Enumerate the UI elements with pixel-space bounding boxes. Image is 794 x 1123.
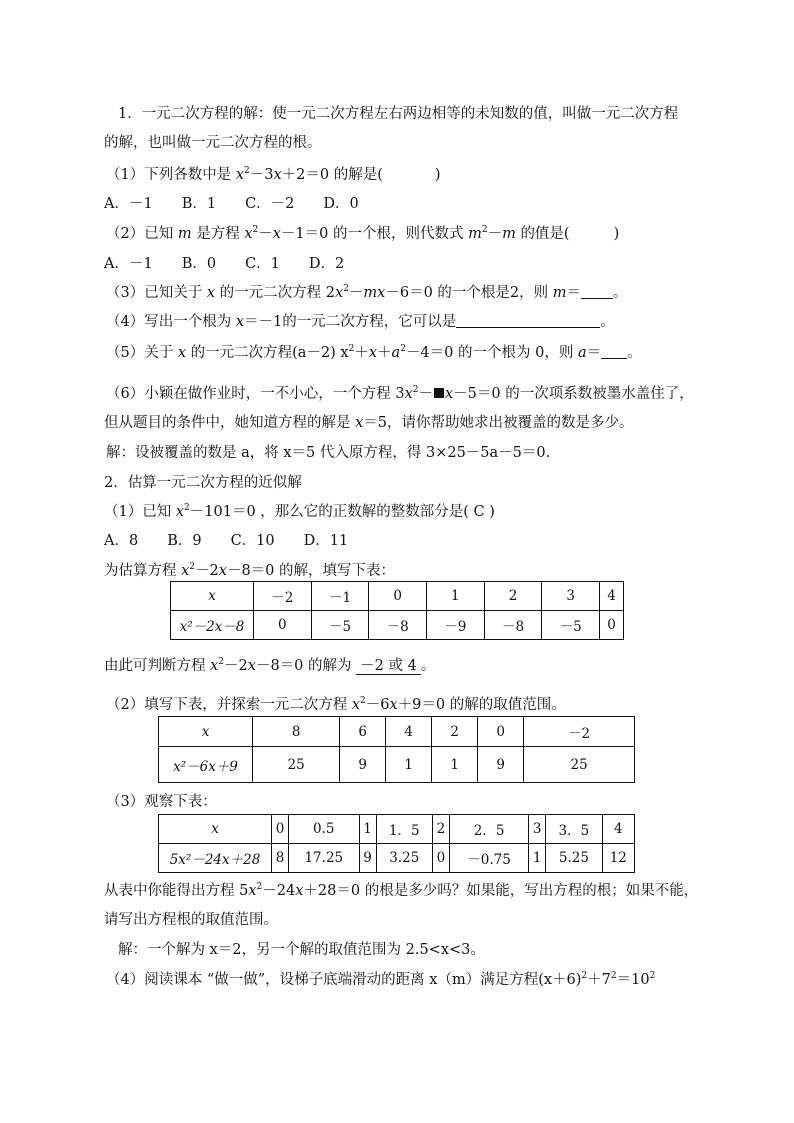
ink-blot-icon [434,388,444,398]
question-1-1-options: A．－1 B．1 C．－2 D．0 [104,196,359,212]
table-header-x: x [208,588,216,604]
table-1-intro: 为估算方程 $x^2-2x-8=0$ 的解，填写下表： [104,562,396,579]
table-cell: 12 [602,844,634,873]
table-header-x: x [201,723,210,740]
table-cell: 2 [484,582,542,611]
estimate-table-2 [158,716,635,783]
table-row [159,747,635,783]
table-cell: 4 [602,815,634,844]
table-cell: 3 [542,582,600,611]
table-cell: 3．5 [546,815,602,844]
definition-line-1: 1．一元二次方程的解：使一元二次方程左右两边相等的未知数的值，叫做一元二次方程 [118,106,679,122]
question-2-1: （1）已知 $x^2-101=0$ ，那么它的正数解的整数部分是( C ) [104,503,495,520]
question-2-3: （3）观察下表： [106,794,217,810]
question-1-4: （4）写出一个根为 x＝－1的一元二次方程，它可以是 。 [106,314,615,330]
definition-line-2: 的解，也叫做一元二次方程的根。 [104,135,322,151]
table-cell: －2 [254,582,312,611]
question-2-2: （2）填写下表，并探索一元二次方程 $x^2-6x+9=0$ 的解的取值范围。 [106,696,566,713]
question-1-2: （2）已知 m 是方程 $x^2-x-1=0$ 的一个根，则代数式 $m^2-m$ 的值是( ) [106,225,620,242]
table-cell: 25 [524,747,635,783]
question-1-6-line-2: 但从题目的条件中，她知道方程的解是 x＝5，请你帮助她求出被覆盖的数是多少。 [104,415,634,431]
table-cell: 2 [432,717,478,747]
table-header-x: x [211,821,219,837]
table-cell: 0 [369,582,427,611]
table-3-answer: 解：一个解为 x＝2，另一个解的取值范围为 2.5<x<3。 [118,942,485,958]
table-cell: 3 [529,815,546,844]
table-cell: －8 [369,611,427,640]
question-1-6-answer: 解：设被覆盖的数是 a，将 x＝5 代入原方程，得 3×25－5a－5＝0. [106,445,551,461]
table-cell: 1 [359,815,376,844]
estimate-table-1 [170,581,624,640]
table-3-question: 从表中你能得出方程 $5x^2-24x+28=0$ 的根是多少吗？如果能，写出方程的根；如果不能， [104,882,699,899]
table-cell: 8 [253,717,340,747]
table-row [171,582,624,611]
table-cell: 0 [478,717,524,747]
table-row [159,844,635,873]
table-cell: 9 [359,844,376,873]
table-cell: 17.25 [289,844,360,873]
question-1-6-line-1: （6）小颖在做作业时，一不小心，一个方程 $3x^2- x-5=0$ 的一次项系数被墨水盖住了， [106,385,694,402]
table-cell: 4 [386,717,432,747]
section-2-heading: 2．估算一元二次方程的近似解 [104,475,302,491]
table-cell: 9 [478,747,524,783]
table-cell: 1 [386,747,432,783]
table-cell: －5 [542,611,600,640]
table-cell: 0.5 [289,815,360,844]
table-1-conclusion: 由此可判断方程 $x^2-2x-8=0$ 的解为 －2 或 4 。 [104,657,436,674]
table-header-expression: x²－2x－8 [171,611,254,640]
table-cell: 1 [529,844,546,873]
table-cell: 2 [432,815,449,844]
question-2-4: （4）阅读课本 “做一做”，设梯子底端滑动的距离 x（m）满足方程$(x+6)^2+7^2=10^2$ [106,971,656,988]
table-cell: 4 [600,582,624,611]
table-cell: 0 [254,611,312,640]
table-cell: 8 [272,844,289,873]
table-cell: 6 [340,717,386,747]
question-1-5: （5）关于 x 的一元二次方程(a－2) $x^2+x+a^2-4=0$ 的一个根为 0，则 a＝ 。 [106,344,642,361]
table-cell: 2．5 [449,815,528,844]
table-cell: 9 [340,747,386,783]
table-cell: －2 [524,717,635,747]
table-cell: 5.25 [546,844,602,873]
table-row [171,611,624,640]
table-cell: 0 [432,844,449,873]
question-1-1: （1）下列各数中是 $x^2-3x+2=0$ 的解是( ) [106,166,441,183]
table-cell: －8 [484,611,542,640]
table-cell: 0 [272,815,289,844]
table-header-expression: x²－6x＋9 [159,747,253,783]
question-1-3: （3）已知关于 x 的一元二次方程 $2x^2-mx-6=0$ 的一个根是2，则 m＝ 。 [106,284,628,301]
table-cell: －0.75 [449,844,528,873]
table-cell: －5 [311,611,369,640]
table-cell: 1．5 [376,815,432,844]
table-row [159,717,635,747]
table-cell: 3.25 [376,844,432,873]
question-2-1-options: A．8 B．9 C．10 D．11 [104,533,349,549]
table-cell: 0 [600,611,624,640]
table-cell: 1 [432,747,478,783]
table-cell: －1 [311,582,369,611]
observation-table-3 [158,814,635,873]
table-cell: －9 [427,611,485,640]
table-row [159,815,635,844]
table-header-expression: 5x²－24x＋28 [159,844,272,873]
table-cell: 25 [253,747,340,783]
table-cell: 1 [427,582,485,611]
question-1-2-options: A．－1 B．0 C．1 D．2 [104,256,345,272]
table-3-question-line-2: 请写出方程根的取值范围。 [104,912,278,928]
